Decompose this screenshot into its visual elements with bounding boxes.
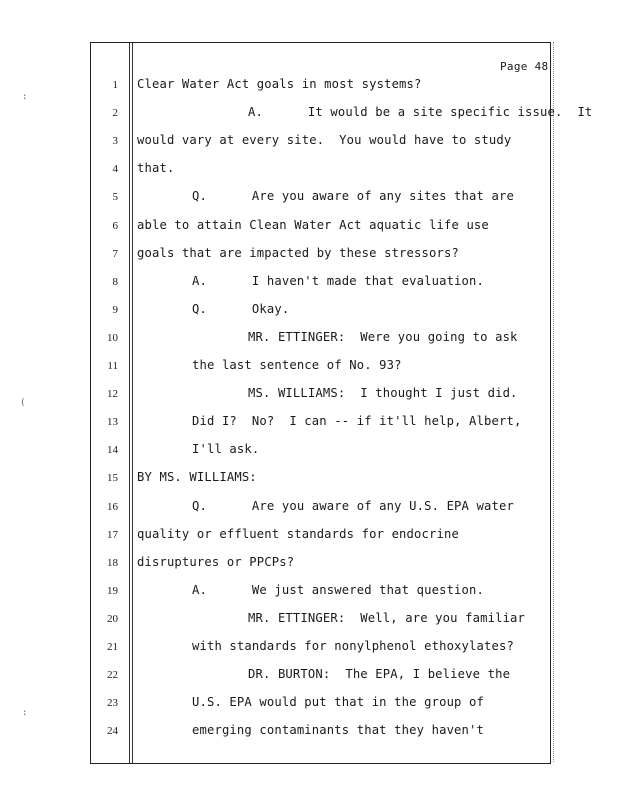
line-number: 5 [112,191,118,204]
line-number: 20 [107,612,118,625]
transcript-line [0,301,618,321]
line-number: 18 [107,556,118,569]
transcript-line [0,694,618,714]
line-number: 15 [107,472,118,485]
line-text: U.S. EPA would put that in the group of [192,695,485,710]
transcript-line [0,273,618,293]
line-text: able to attain Clean Water Act aquatic life use [137,217,489,232]
transcript-line [0,104,618,124]
scan-mark: : [22,92,28,102]
line-text: goals that are impacted by these stressors? [137,245,459,260]
line-text: Q. Okay. [192,301,290,316]
scan-mark: ( [20,398,26,408]
line-text: BY MS. WILLIAMS: [137,470,257,485]
line-number: 16 [107,500,118,513]
line-number: 6 [112,219,118,232]
transcript-line [0,413,618,433]
line-number: 1 [112,79,118,91]
line-number: 3 [112,135,118,148]
line-text: emerging contaminants that they haven't [192,723,485,738]
line-text: quality or effluent standards for endocrine [137,526,459,541]
transcript-line [0,132,618,152]
line-number: 2 [112,107,118,120]
line-number: 9 [112,303,118,316]
line-text: MR. ETTINGER: Well, are you familiar [248,610,526,625]
line-text: A. I haven't made that evaluation. [192,273,485,288]
transcript-line [0,526,618,546]
line-number: 21 [107,641,118,653]
line-number: 8 [112,275,118,288]
line-text: would vary at every site. You would have to study [137,133,512,148]
line-text: Clear Water Act goals in most systems? [137,77,422,91]
line-text: Did I? No? I can -- if it'll help, Albert, [192,414,522,429]
line-text: A. It would be a site specific issue. It [248,105,593,120]
line-number: 24 [107,725,118,738]
transcript-line [0,582,618,602]
line-number: 23 [107,697,118,710]
line-number: 17 [107,528,118,541]
line-text: A. We just answered that question. [192,582,485,597]
line-number: 11 [107,360,118,372]
transcript-line [0,217,618,237]
line-number: 4 [112,163,118,176]
line-text: Q. Are you aware of any sites that are [192,189,514,204]
transcript-line [0,160,618,180]
line-number: 14 [107,444,118,457]
line-text: that. [137,161,175,176]
line-number: 22 [107,669,118,682]
transcript-line [0,188,618,208]
line-text: MR. ETTINGER: Were you going to ask [248,329,518,344]
line-number: 10 [107,331,118,344]
transcript-line [0,76,618,96]
line-number: 19 [107,584,118,597]
transcript-line [0,498,618,518]
line-text: DR. BURTON: The EPA, I believe the [248,667,511,682]
transcript-line [0,554,618,574]
line-text: disruptures or PPCPs? [137,554,295,569]
page-number: Page 48 [500,60,549,73]
transcript-line [0,441,618,461]
line-text: Q. Are you aware of any U.S. EPA water [192,498,514,513]
transcript-line [0,357,618,377]
transcript-line [0,666,618,686]
transcript-line [0,469,618,489]
line-text: I'll ask. [192,442,260,457]
line-number: 7 [112,247,118,260]
transcript-line [0,245,618,265]
line-text: MS. WILLIAMS: I thought I just did. [248,386,518,401]
transcript-line [0,329,618,349]
line-number: 12 [107,388,118,401]
transcript-line [0,722,618,742]
line-text: the last sentence of No. 93? [192,358,402,372]
transcript-line [0,610,618,630]
transcript-line [0,638,618,658]
transcript-line [0,385,618,405]
scan-mark: : [22,708,28,718]
line-number: 13 [107,416,118,429]
line-text: with standards for nonylphenol ethoxylates? [192,639,514,653]
